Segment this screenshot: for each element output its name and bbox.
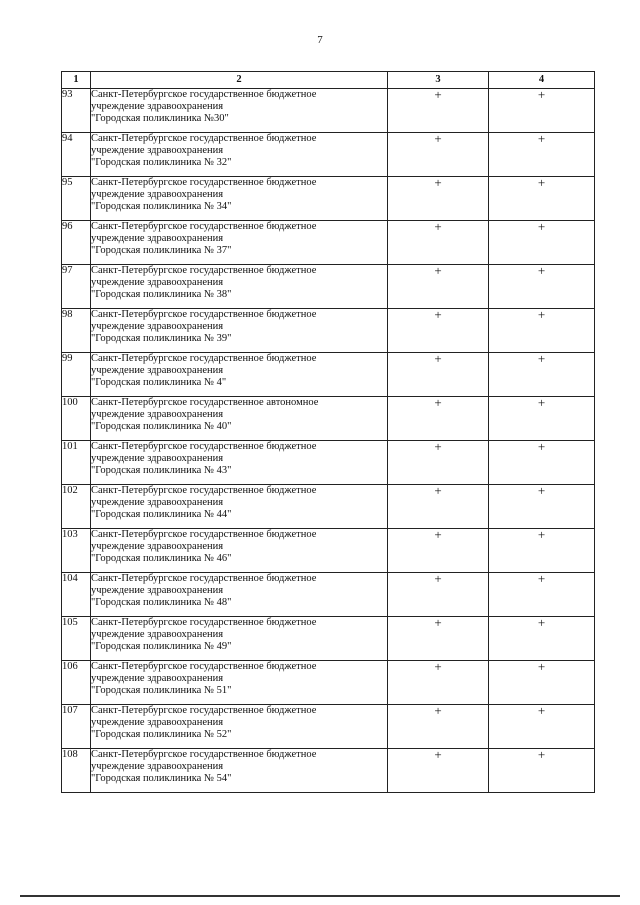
row-number: 97 [62,265,91,309]
institution-name-line2: учреждение здравоохранения [91,629,224,640]
institution-name-line2: учреждение здравоохранения [91,585,224,596]
row-number: 100 [62,397,91,441]
institution-name-line1: Санкт-Петербургское государственное бюджетное [91,705,317,716]
institution-name-line1: Санкт-Петербургское государственное бюджетное [91,441,317,452]
institution-name-line3: "Городская поликлиника № 40" [91,421,232,432]
institution-name [91,353,388,397]
col4-mark: + [489,397,595,441]
col3-mark: + [388,221,489,265]
table-row [62,221,595,265]
institution-name-line1: Санкт-Петербургское государственное бюджетное [91,309,317,320]
institution-name-line1: Санкт-Петербургское государственное бюджетное [91,177,317,188]
institution-name-line2: учреждение здравоохранения [91,453,224,464]
table-row [62,617,595,661]
col3-mark: + [388,133,489,177]
institution-name [91,441,388,485]
row-number: 107 [62,705,91,749]
row-number: 95 [62,177,91,221]
institution-name [91,177,388,221]
institution-name-line2: учреждение здравоохранения [91,233,224,244]
institution-name-line2: учреждение здравоохранения [91,277,224,288]
table-row [62,661,595,705]
institution-name-line1: Санкт-Петербургское государственное бюджетное [91,617,317,628]
row-number: 99 [62,353,91,397]
col4-mark: + [489,705,595,749]
institution-name-line1: Санкт-Петербургское государственное бюджетное [91,749,317,760]
institution-name-line3: "Городская поликлиника №30" [91,113,229,124]
table-row [62,353,595,397]
table-row [62,397,595,441]
institution-name-line1: Санкт-Петербургское государственное бюджетное [91,265,317,276]
institution-name [91,133,388,177]
col3-mark: + [388,397,489,441]
col4-mark: + [489,749,595,793]
col3-mark: + [388,661,489,705]
col3-mark: + [388,573,489,617]
row-number: 93 [62,89,91,133]
col4-mark: + [489,661,595,705]
col4-mark: + [489,573,595,617]
institution-name [91,89,388,133]
institution-name-line3: "Городская поликлиника № 38" [91,289,232,300]
institution-name-line2: учреждение здравоохранения [91,673,224,684]
row-number: 108 [62,749,91,793]
institution-name [91,529,388,573]
institution-name [91,749,388,793]
polyclinic-table [61,71,595,793]
institution-name-line1: Санкт-Петербургское государственное бюджетное [91,221,317,232]
institution-name-line3: "Городская поликлиника № 54" [91,773,232,784]
institution-name-line3: "Городская поликлиника № 44" [91,509,232,520]
col3-mark: + [388,177,489,221]
col4-mark: + [489,309,595,353]
institution-name [91,573,388,617]
header-col-2: 2 [91,72,388,89]
table-row [62,529,595,573]
institution-name-line2: учреждение здравоохранения [91,761,224,772]
col3-mark: + [388,749,489,793]
table-header-row [62,72,595,89]
table-row [62,89,595,133]
institution-name-line2: учреждение здравоохранения [91,145,224,156]
institution-name [91,397,388,441]
col4-mark: + [489,441,595,485]
row-number: 98 [62,309,91,353]
institution-name-line2: учреждение здравоохранения [91,717,224,728]
institution-name-line2: учреждение здравоохранения [91,101,224,112]
header-col-3: 3 [388,72,489,89]
institution-name-line3: "Городская поликлиника № 48" [91,597,232,608]
table-row [62,705,595,749]
col3-mark: + [388,309,489,353]
institution-name-line1: Санкт-Петербургское государственное бюджетное [91,353,317,364]
col3-mark: + [388,705,489,749]
institution-name-line2: учреждение здравоохранения [91,497,224,508]
institution-name-line1: Санкт-Петербургское государственное бюджетное [91,661,317,672]
col3-mark: + [388,265,489,309]
table-row [62,749,595,793]
col3-mark: + [388,617,489,661]
col3-mark: + [388,441,489,485]
table-row [62,441,595,485]
institution-name-line2: учреждение здравоохранения [91,365,224,376]
institution-name-line3: "Городская поликлиника № 4" [91,377,227,388]
institution-name-line3: "Городская поликлиника № 32" [91,157,232,168]
institution-name-line3: "Городская поликлиника № 49" [91,641,232,652]
institution-name-line3: "Городская поликлиника № 46" [91,553,232,564]
institution-name-line1: Санкт-Петербургское государственное бюджетное [91,573,317,584]
col4-mark: + [489,265,595,309]
institution-name-line2: учреждение здравоохранения [91,409,224,420]
col3-mark: + [388,485,489,529]
institution-name-line2: учреждение здравоохранения [91,321,224,332]
institution-name-line3: "Городская поликлиника № 39" [91,333,232,344]
institution-name [91,705,388,749]
col4-mark: + [489,353,595,397]
row-number: 101 [62,441,91,485]
table-row [62,177,595,221]
row-number: 102 [62,485,91,529]
row-number: 105 [62,617,91,661]
institution-name-line3: "Городская поликлиника № 43" [91,465,232,476]
institution-name-line1: Санкт-Петербургское государственное автономное [91,397,319,408]
table-row [62,265,595,309]
institution-name [91,265,388,309]
institution-name-line3: "Городская поликлиника № 37" [91,245,232,256]
institution-name-line1: Санкт-Петербургское государственное бюджетное [91,485,317,496]
table-row [62,485,595,529]
institution-name-line3: "Городская поликлиника № 34" [91,201,232,212]
institution-name-line3: "Городская поликлиника № 51" [91,685,232,696]
col4-mark: + [489,529,595,573]
footer-rule [20,895,620,897]
institution-name [91,617,388,661]
col4-mark: + [489,177,595,221]
table-row [62,133,595,177]
institution-name [91,309,388,353]
header-col-4: 4 [489,72,595,89]
institution-name-line2: учреждение здравоохранения [91,541,224,552]
col4-mark: + [489,221,595,265]
col3-mark: + [388,89,489,133]
header-col-1: 1 [62,72,91,89]
page-number: 7 [317,34,323,46]
col4-mark: + [489,133,595,177]
row-number: 96 [62,221,91,265]
institution-name-line1: Санкт-Петербургское государственное бюджетное [91,529,317,540]
institution-name-line3: "Городская поликлиника № 52" [91,729,232,740]
institution-name [91,221,388,265]
institution-name-line1: Санкт-Петербургское государственное бюджетное [91,89,317,100]
col3-mark: + [388,529,489,573]
institution-name-line1: Санкт-Петербургское государственное бюджетное [91,133,317,144]
institution-name [91,485,388,529]
row-number: 94 [62,133,91,177]
table-row [62,573,595,617]
col4-mark: + [489,89,595,133]
row-number: 106 [62,661,91,705]
col4-mark: + [489,485,595,529]
row-number: 103 [62,529,91,573]
row-number: 104 [62,573,91,617]
table-row [62,309,595,353]
institution-name [91,661,388,705]
institution-name-line2: учреждение здравоохранения [91,189,224,200]
col4-mark: + [489,617,595,661]
col3-mark: + [388,353,489,397]
